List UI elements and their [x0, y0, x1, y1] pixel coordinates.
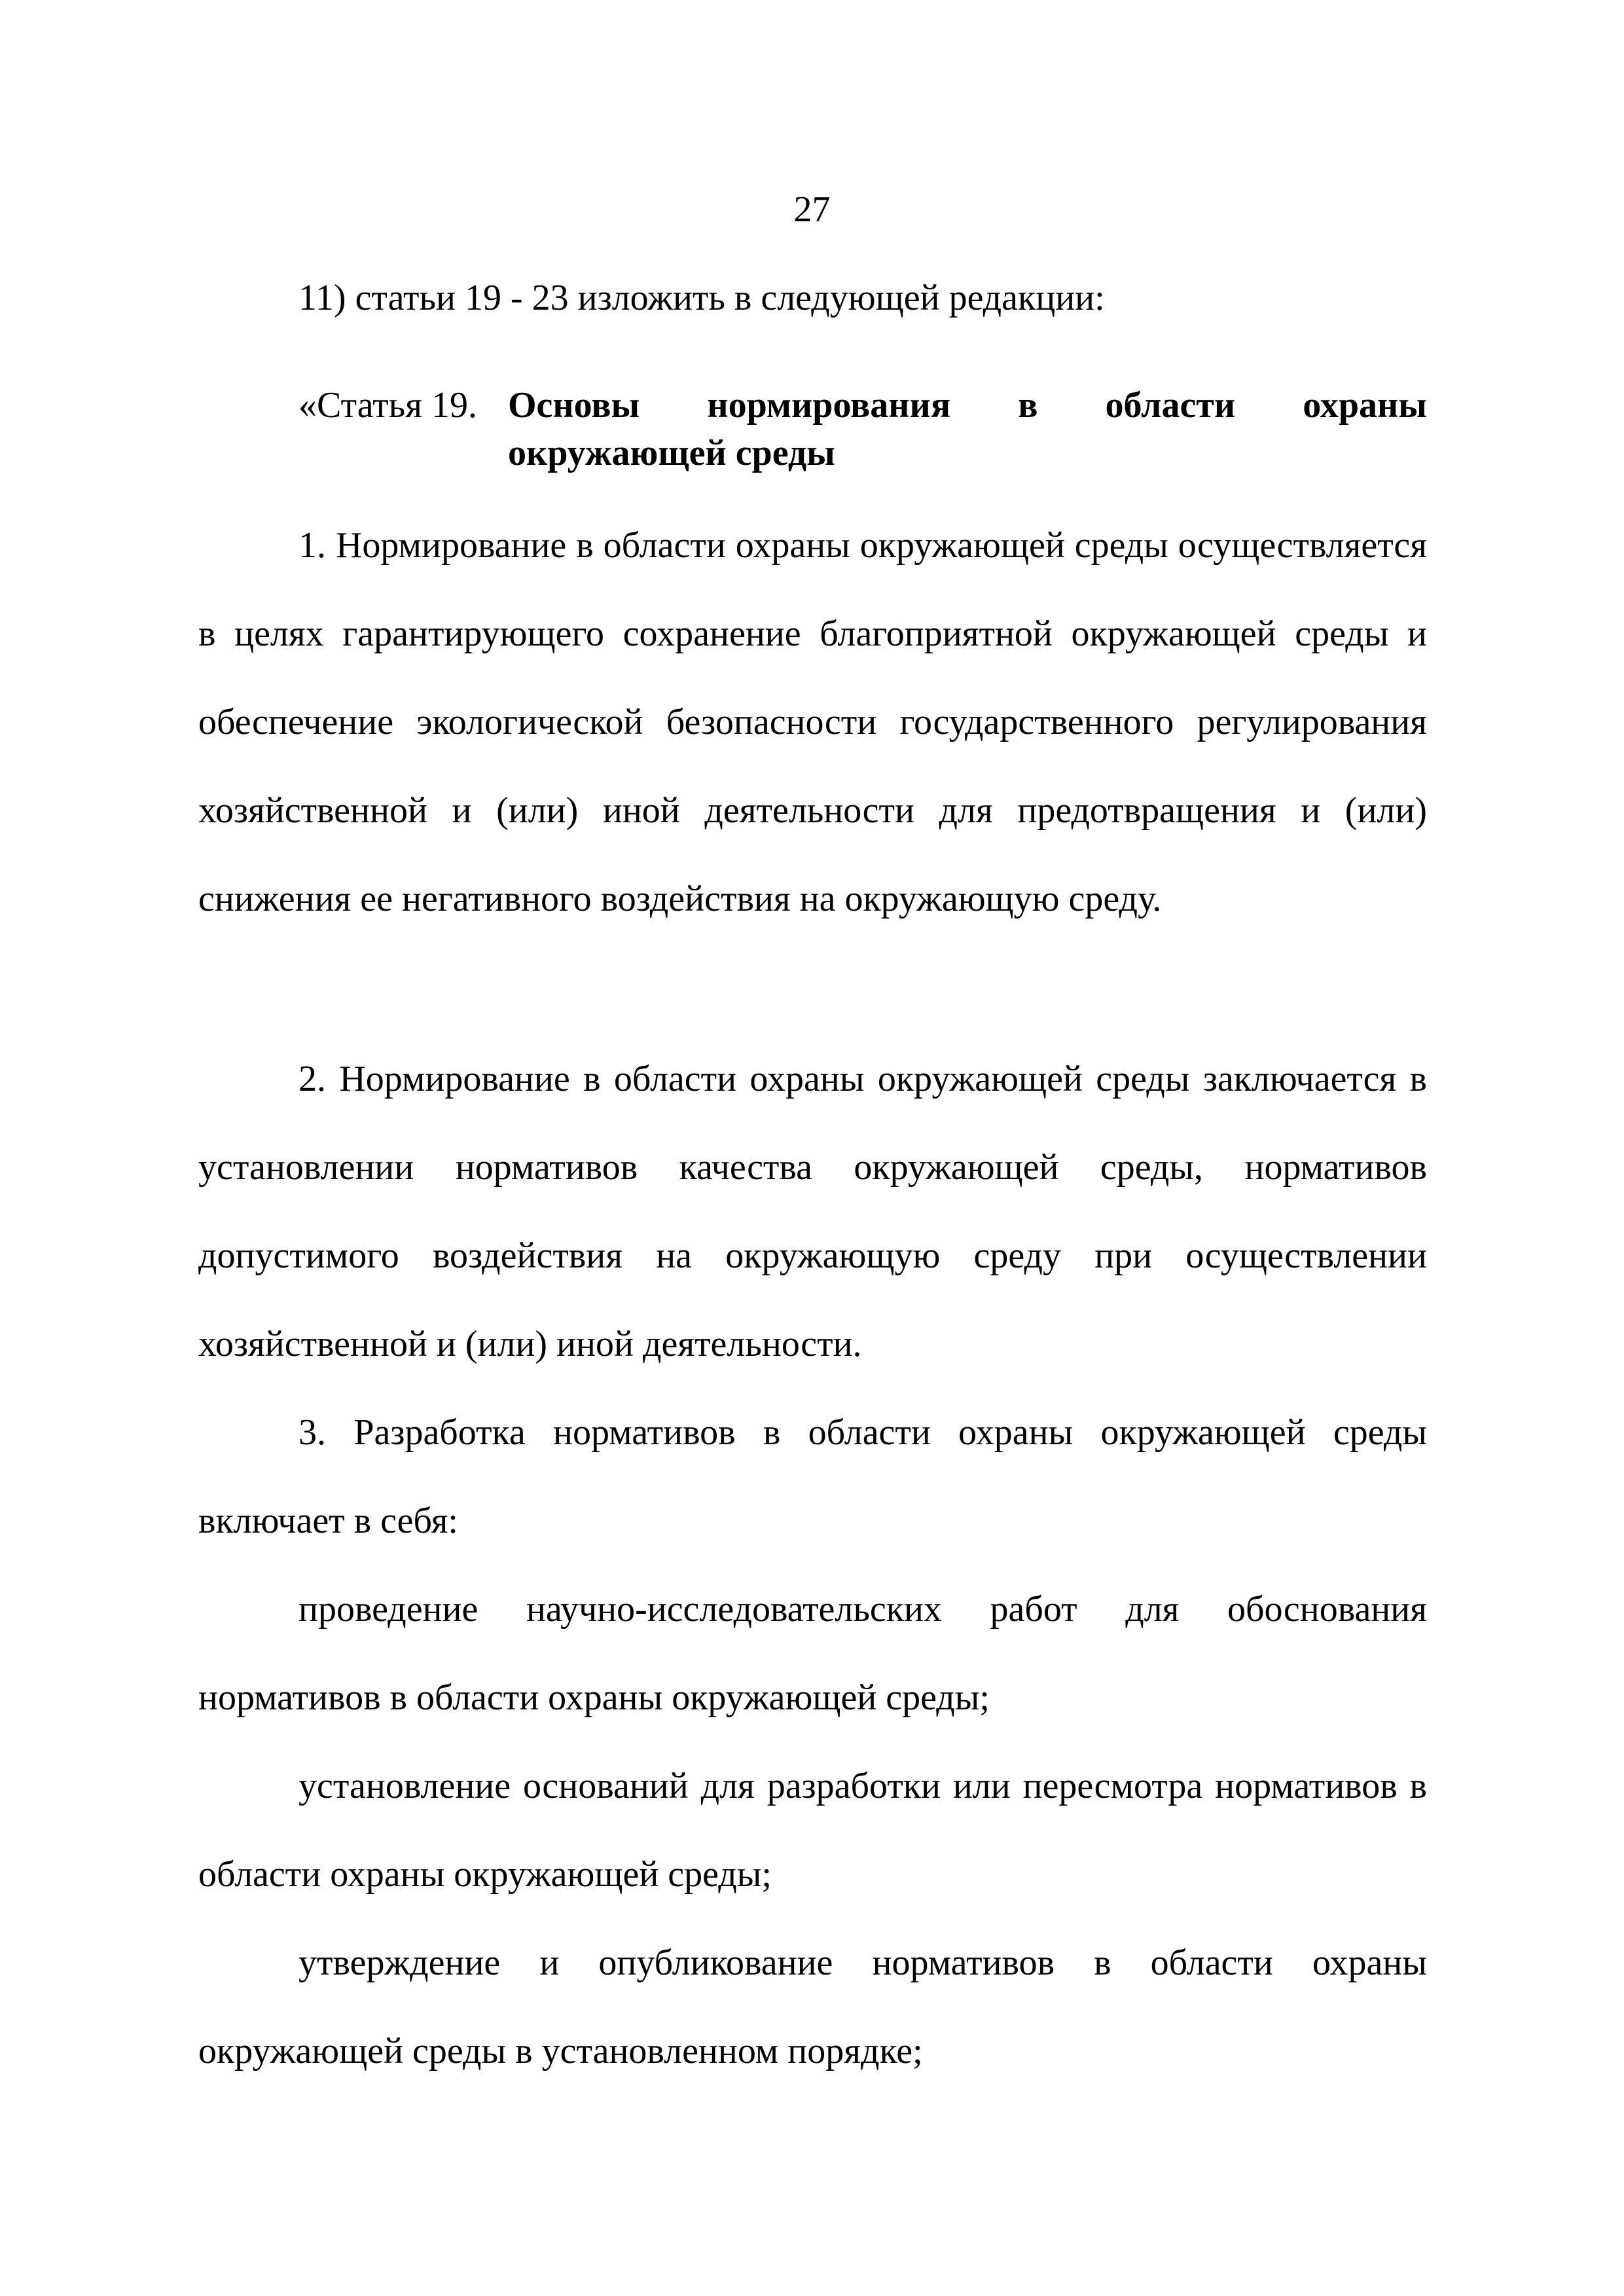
paragraph-1: 1. Нормирование в области охраны окружающей среды осуществляется в целях гарантирующего сохранение благоприятной окружающей среды и обеспечение экологической безопасности государственного регулирования хозяйственной и (или) иной деятельности для предотвращения и (или) снижения ее негативного воздействия на окружающую среду. — [198, 525, 1427, 919]
list-item-research: проведение научно-исследовательских работ для обоснования нормативов в области охраны окружающей среды; — [198, 1589, 1427, 1718]
amendment-intro: 11) статьи 19 - 23 изложить в следующей редакции: — [298, 278, 1105, 318]
paragraph-2: 2. Нормирование в области охраны окружающей среды заключается в установлении нормативов качества окружающей среды, нормативов допустимого воздействия на окружающую среду при осуществлении хозяйственной и (или) иной деятельности. — [198, 1059, 1427, 1364]
article-number: «Статья 19. — [298, 385, 477, 426]
list-item-grounds: установление оснований для разработки или пересмотра нормативов в области охраны окружающей среды; — [198, 1766, 1427, 1895]
article-title-line-2: окружающей среды — [508, 433, 835, 473]
article-title — [508, 382, 1427, 477]
page-number: 27 — [793, 189, 831, 230]
paragraph-3: 3. Разработка нормативов в области охраны окружающей среды включает в себя: — [198, 1412, 1427, 1541]
list-item-approval: утверждение и опубликование нормативов в области охраны окружающей среды в установленном порядке; — [198, 1942, 1427, 2071]
article-title-line-1: Основы нормирования в области охраны — [508, 385, 1427, 426]
